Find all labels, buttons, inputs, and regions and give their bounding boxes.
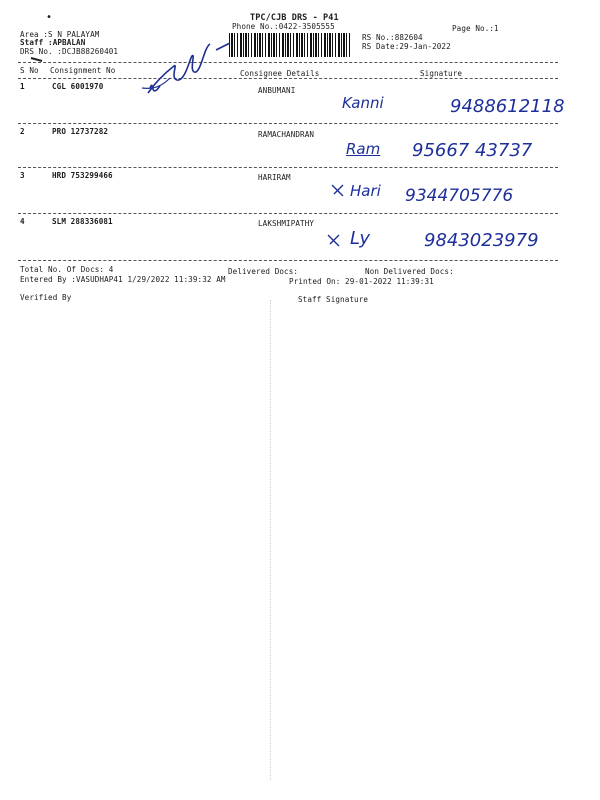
margin-dot: • <box>46 12 53 23</box>
row-consignee: LAKSHMIPATHY <box>258 219 315 228</box>
staff-label: Staff :APBALAN <box>20 38 86 47</box>
divider <box>18 260 558 261</box>
barcode <box>229 33 352 57</box>
row-sno: 2 <box>20 127 25 136</box>
row-consignment-no: PRO 12737282 <box>52 127 109 136</box>
row-handwritten-name: Ram <box>346 140 381 158</box>
entered-by: Entered By :VASUDHAP41 1/29/2022 11:39:32 AM <box>20 275 226 284</box>
paper-fold-line <box>270 300 271 780</box>
row-consignee: HARIRAM <box>258 173 291 182</box>
column-consignee: Consignee Details <box>240 69 320 78</box>
total-docs: Total No. Of Docs: 4 <box>20 265 114 274</box>
divider <box>18 167 558 168</box>
tick-mark-icon <box>326 232 342 248</box>
row-sno: 3 <box>20 171 25 180</box>
row-handwritten-phone: 9488612118 <box>450 96 565 117</box>
staff-signature-label: Staff Signature <box>298 295 369 304</box>
pen-mark <box>30 55 44 63</box>
divider <box>18 62 558 63</box>
document-title: TPC/CJB DRS - P41 <box>250 13 339 23</box>
row-consignee: RAMACHANDRAN <box>258 130 315 139</box>
area-label: Area :S N PALAYAM <box>20 30 100 39</box>
row-sno: 4 <box>20 217 25 226</box>
column-signature: Signature <box>420 69 463 78</box>
drs-number: DRS No. :DCJB88260401 <box>20 47 119 56</box>
column-sno: S No <box>20 66 39 75</box>
divider <box>18 78 558 79</box>
delivered-docs: Delivered Docs: <box>228 267 299 276</box>
printed-on: Printed On: 29-01-2022 11:39:31 <box>289 277 434 286</box>
row-consignment-no: CGL 6001970 <box>52 82 104 91</box>
row-handwritten-name: Ly <box>350 228 371 249</box>
divider <box>18 213 558 214</box>
column-consignment: Consignment No <box>50 66 116 75</box>
rs-date: RS Date:29-Jan-2022 <box>362 42 451 51</box>
staff-scribble-signature <box>130 38 240 108</box>
row-handwritten-name: Hari <box>350 182 381 200</box>
row-handwritten-name: Kanni <box>342 94 384 112</box>
row-consignment-no: HRD 753299466 <box>52 171 113 180</box>
page-number: Page No.:1 <box>452 24 499 33</box>
row-handwritten-phone: 95667 43737 <box>412 140 533 161</box>
divider <box>18 123 558 124</box>
tick-mark-icon <box>330 182 346 198</box>
verified-by: Verified By <box>20 293 72 302</box>
row-consignee: ANBUMANI <box>258 86 296 95</box>
row-handwritten-phone: 9843023979 <box>424 230 539 251</box>
row-sno: 1 <box>20 82 25 91</box>
row-consignment-no: SLM 288336081 <box>52 217 113 226</box>
rs-number: RS No.:882604 <box>362 33 423 42</box>
row-handwritten-phone: 9344705776 <box>405 186 514 206</box>
phone-number: Phone No.:0422-3505555 <box>232 22 335 31</box>
non-delivered-docs: Non Delivered Docs: <box>365 267 454 276</box>
